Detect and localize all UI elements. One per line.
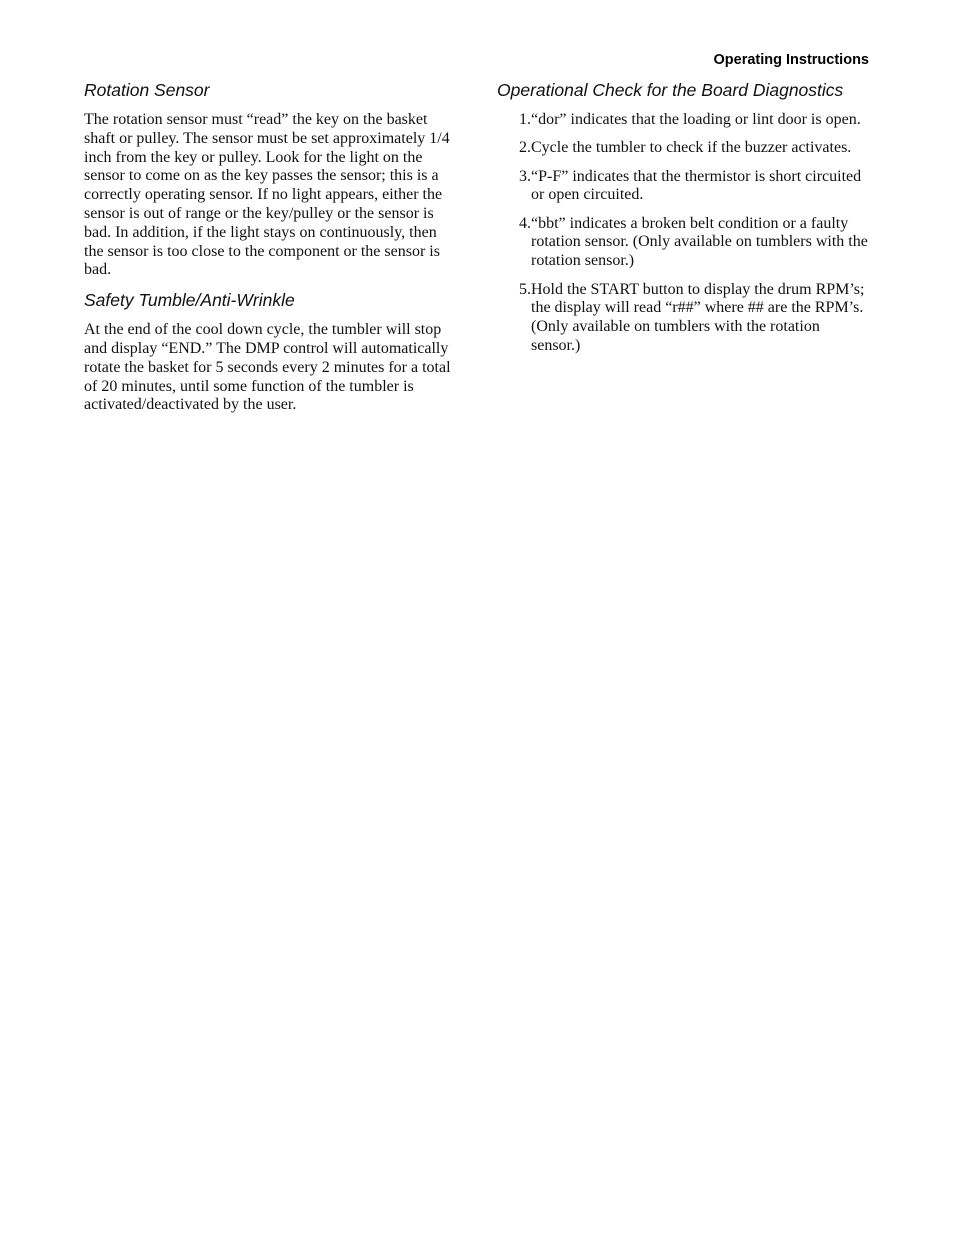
right-column [497,78,872,365]
list-item-text: Hold the START button to display the drum RPM’s; the display will read “r##” where ## are the RPM’s. (Only available on tumblers with the rotation sensor.) [531,280,865,354]
list-item-number: 4. [519,214,531,232]
diagnostics-heading: Operational Check for the Board Diagnostics [497,80,844,100]
rotation-sensor-body: The rotation sensor must “read” the key on the basket shaft or pulley. The sensor must be set approximately 1/4 inch from the key or pulley. Look for the light on the sensor to come on as the key passes the sensor; this is a correctly operating sensor. If no light appears, either the sensor is out of range or the key/pulley or the sensor is bad. In addition, if the light stays on continuously, then the sensor is too close to the component or the sensor is bad. [84,111,450,279]
safety-tumble-body: At the end of the cool down cycle, the tumbler will stop and display “END.” The DMP control will automatically rotate the basket for 5 seconds every 2 minutes for a total of 20 minutes, until some function of the tumbler is activated/deactivated by the user. [84,321,451,414]
list-item-number: 5. [519,280,531,298]
running-header: Operating Instructions [713,52,869,68]
list-item [497,215,872,271]
list-item [497,168,872,206]
list-item-number: 2. [519,139,531,157]
list-item-text: “dor” indicates that the loading or lint door is open. [531,111,861,128]
list-item [497,139,872,158]
list-item-text: “P-F” indicates that the thermistor is short circuited or open circuited. [531,167,862,204]
list-item-number: 3. [519,167,531,185]
list-item-number: 1. [519,111,531,128]
diagnostics-list [497,111,872,356]
list-item [497,111,872,130]
rotation-sensor-section [84,78,460,280]
list-item-text: Cycle the tumbler to check if the buzzer activates. [531,139,852,157]
left-column [84,78,460,423]
safety-tumble-section [84,288,460,415]
rotation-sensor-heading: Rotation Sensor [84,80,210,100]
list-item [497,281,872,356]
list-item-text: “bbt” indicates a broken belt condition or a faulty rotation sensor. (Only available on tumblers with the rotation sensor.) [531,214,868,270]
safety-tumble-heading: Safety Tumble/Anti-Wrinkle [84,290,295,311]
